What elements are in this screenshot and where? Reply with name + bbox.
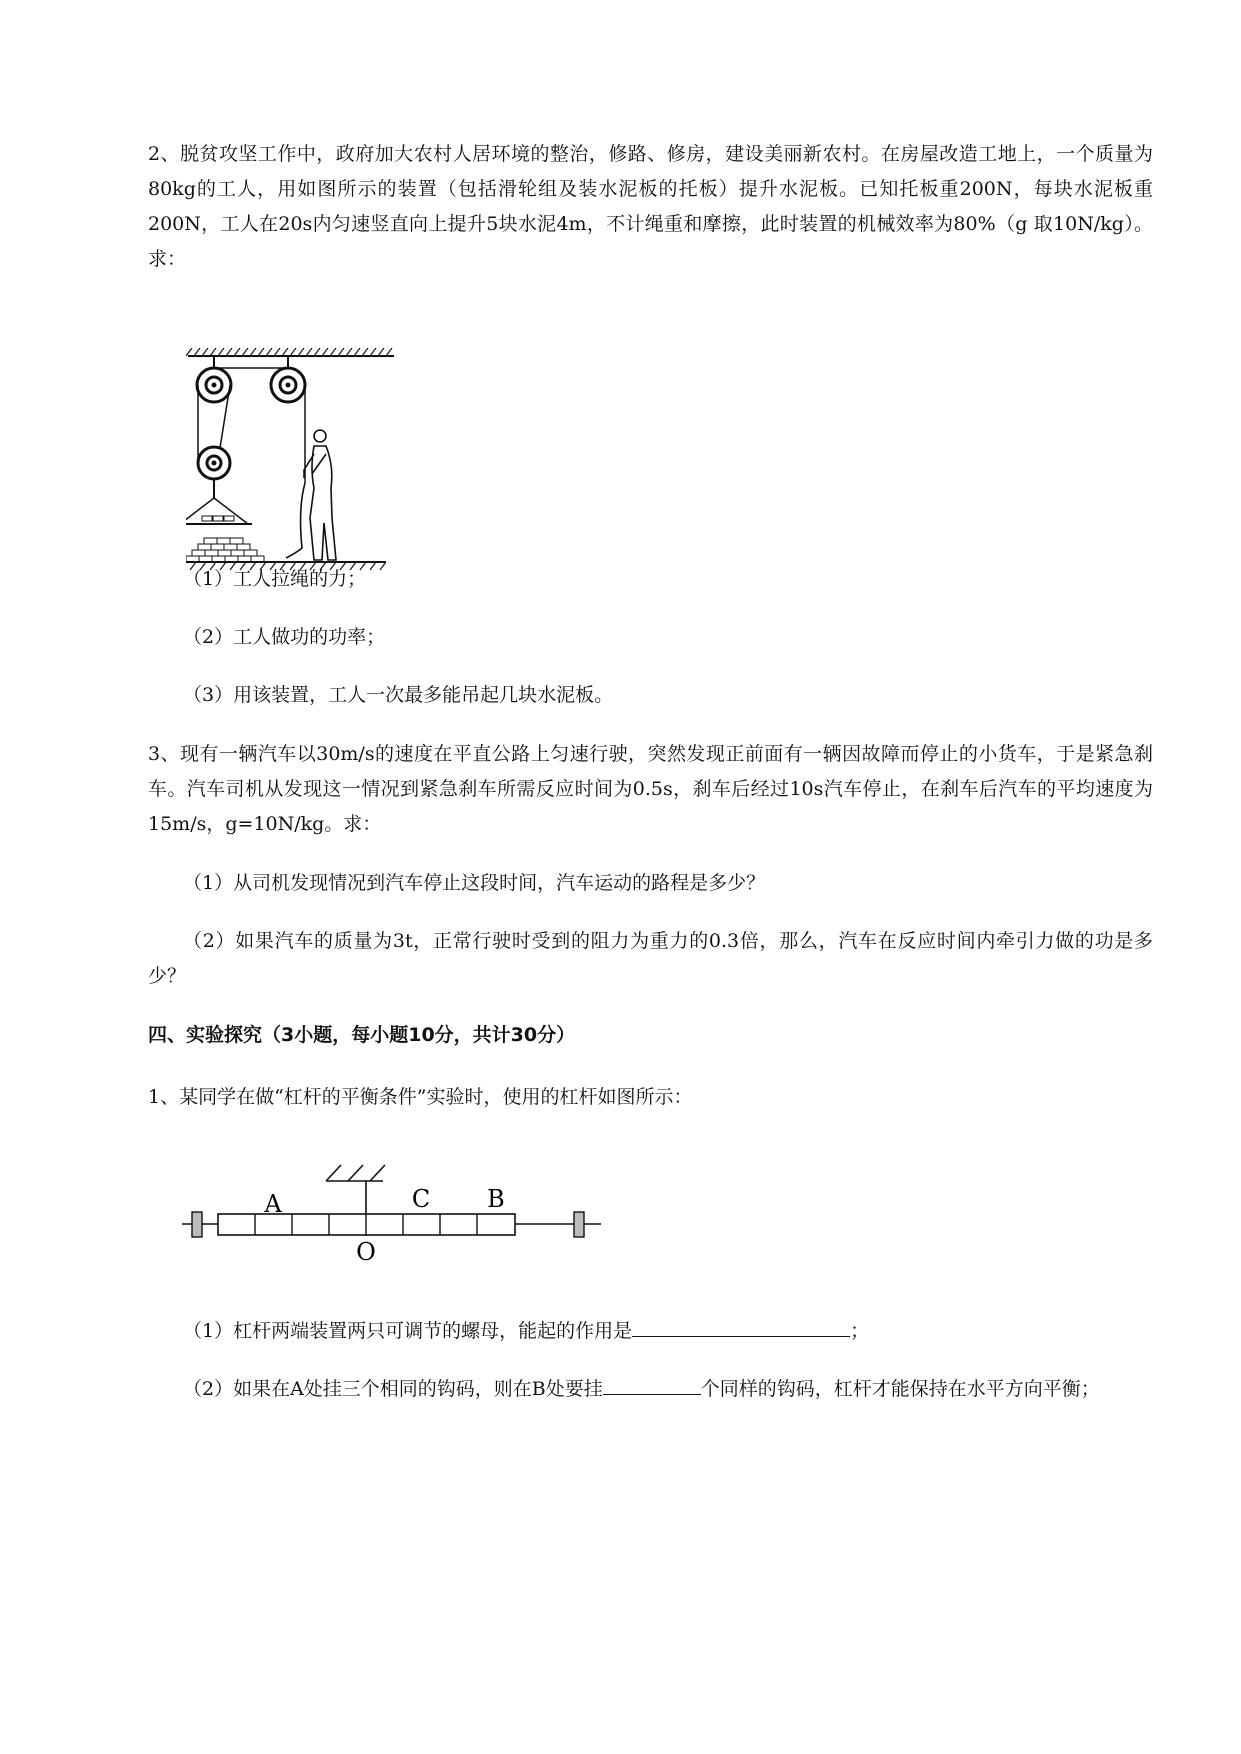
pulley-system-figure xyxy=(186,348,396,578)
experiment-1-sub2-after: 个同样的钩码，杠杆才能保持在水平方向平衡； xyxy=(700,1378,1100,1400)
experiment-1-sub1 xyxy=(183,1314,1153,1349)
question-3-text: 3、现有一辆汽车以30m/s的速度在平直公路上匀速行驶，突然发现正前面有一辆因故障而停止的小货车，于是紧急刹车。汽车司机从发现这一情况到紧急刹车所需反应时间为0.5s，刹车后经过10s汽车停止，在刹车后汽车的平均速度为15m/s，g=10N/kg。求： xyxy=(148,743,1153,835)
answer-blank-2[interactable] xyxy=(603,1376,701,1395)
lever-label-o: O xyxy=(356,1238,376,1265)
lever-label-c: C xyxy=(411,1185,431,1213)
experiment-1-sub1-before: （1）杠杆两端装置两只可调节的螺母，能起的作用是 xyxy=(183,1320,633,1342)
section-4-heading: 四、实验探究（3小题，每小题10分，共计30分） xyxy=(148,1024,576,1046)
question-3-sub2: （2）如果汽车的质量为3t，正常行驶时受到的阻力为重力的0.3倍，那么，汽车在反应时间内牵引力做的功是多少？ xyxy=(148,930,1153,987)
lever-figure xyxy=(178,1150,608,1265)
answer-blank-1[interactable] xyxy=(632,1318,850,1337)
lever-label-a: A xyxy=(264,1190,282,1218)
experiment-1-sub2-before: （2）如果在A处挂三个相同的钩码，则在B处要挂 xyxy=(183,1378,603,1400)
question-2-sub2: （2）工人做功的功率； xyxy=(183,626,386,648)
lever-label-b: B xyxy=(487,1185,505,1213)
question-3-sub1: （1）从司机发现情况到汽车停止这段时间，汽车运动的路程是多少？ xyxy=(183,872,766,894)
question-2-sub3: （3）用该装置，工人一次最多能吊起几块水泥板。 xyxy=(183,684,614,706)
question-2-sub1: （1）工人拉绳的力； xyxy=(183,568,367,590)
question-2-text: 2、脱贫攻坚工作中，政府加大农村人居环境的整治，修路、修房，建设美丽新农村。在房屋改造工地上，一个质量为80kg的工人，用如图所示的装置（包括滑轮组及装水泥板的托板）提升水泥板。已知托板重200N，每块水泥板重200N，工人在20s内匀速竖直向上提升5块水泥4m，不计绳重和摩擦，此时装置的机械效率为80%（g 取10N/kg）。求： xyxy=(148,143,1153,270)
experiment-1-text: 1、某同学在做“杠杆的平衡条件”实验时，使用的杠杆如图所示： xyxy=(148,1086,693,1108)
experiment-1-sub2 xyxy=(148,1372,1153,1407)
experiment-1-sub1-after: ； xyxy=(850,1320,870,1342)
